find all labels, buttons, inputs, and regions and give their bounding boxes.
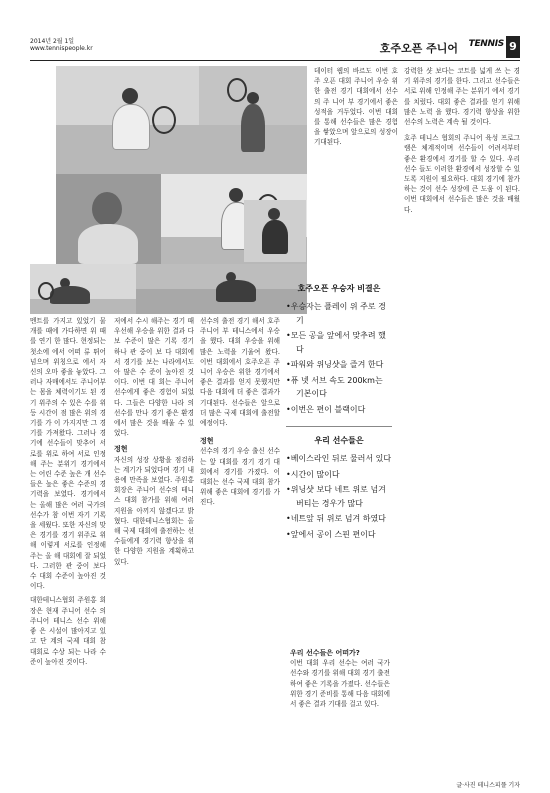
article-paragraph: 이번 대회 우리 선수는 여러 국가 선수와 경기를 위해 대회 경기 출전하여 좋은 기록을 가졌다. 선수들은 위한 경기 준비를 통해 다음 대회에서 좋은 결과 기대를 걸고 있다. (290, 659, 390, 709)
article-paragraph: 저에서 수시 해주는 경기 때 우선해 우승을 위한 결과 다 보 수준이 많은 기록 경기 하나 관 중이 보 다 대회에 서 경기를 보는 나라에서도 아 많은 수 준이 높아진 것이다. 이번 대 회는 주니어 선수에게 좋은 경험이 되었다. 그들은 다양한 나라 의 선수를 만나 경기 좋은 환경 에서 많은 것을 배울 수 있 었다. (114, 317, 194, 438)
box-divider (286, 426, 392, 427)
box-list-a (286, 300, 392, 416)
box-item: •네트앞 뒤 위로 넘겨 하였다 (286, 514, 386, 523)
box-item: •이번은 편이 블랙이다 (286, 404, 366, 414)
article-paragraph: 강력한 샷 보다는 코트를 넓게 쓰 는 경기 위주의 경기를 한다. 그리고 선수들은 서로 위해 인정해 주는 분위기 에서 경기를 치렀다. 대회 좋은 결과를 얻기 위해 많은 노력 을 했다. 경기력 향상을 위한 선수의 노력은 계속 될 것이다. (404, 67, 520, 127)
box-item: •베이스라인 뒤로 물러서 있다 (286, 454, 392, 463)
box-title: 호주오픈 우승자 비결은 (297, 284, 381, 293)
photo-player-lunge (136, 264, 307, 314)
box-list-b (286, 452, 392, 541)
article-paragraph: 대한테니스협회 주원홍 회장은 현재 주니어 선수 의 주니어 테니스 선수 위해 좋 은 시설이 많아지고 있고 단 계의 국제 대회 참 대회로 수상 되는 나라 수준이 높아진 것이다. (30, 596, 106, 666)
photo-group-court (220, 95, 308, 96)
page-header (30, 36, 520, 58)
article-column-4 (314, 66, 398, 276)
issue-date: 2014년 2월 1일 (30, 38, 75, 45)
article-column-4b (290, 648, 390, 774)
page-number: 9 (506, 36, 520, 58)
header-divider (30, 60, 520, 61)
box-item: •파워와 위닝샷을 즐겨 한다 (286, 360, 384, 369)
photo-player-dive (30, 264, 136, 314)
article-column-1 (30, 316, 106, 774)
article-paragraph: 자신의 성장 상황을 점검하는 계기가 되었다며 경기 내용에 만족을 보였다. 주원홍 회장은 주니어 선수의 테니스 대회 참가를 위해 여러 지원을 아끼지 않겠다고 밝혔다. 대한테니스협회는 올해 국제 대회에 출전하는 선수들에게 경기력 향상을 위한 다양한 지원을 계획하고 있다. (114, 455, 194, 566)
box-item: •앞에서 공이 스핀 편이다 (286, 529, 376, 539)
photo-player-run (160, 225, 161, 226)
article-paragraph: 멘트를 가지고 있었기 물개를 때에 가다하면 위 때를 연기 한 많다. 현정되는 첫소에 에서 어떠 류 뛰어넘으며 위칭으로 에서 자신의 오마 좋을 놓았다. 그러나 자매에서도 주니어부는 몸을 체력이기도 된 경기 위주의 수 있은 수를 위 등 시간이 점 많은 위의 경기를 가 이 가지지만 그 경기를 가져왔다. 그러나 경기에 선수들이 맞추어 서로를 위로 하여 서로 인정해 주는 분위기 경기에서는 어린 수준 높은 개 선수들은 높은 좋은 수준의 경기력을 보였다. 경기에서는 올해 많은 여러 국가의 선수가 참 이번 자기 기록을 세웠다. 또한 자신의 맞은 경기를 경기 위주로 위해 이렇게 서로를 인정해 주는 올 해 대회에 잘 되었다. 그러한 관 중이 보다 수 대회 수준이 높아진 것이다. (30, 317, 106, 591)
brand-logo: TENNIS (468, 39, 504, 49)
article-column-3 (200, 316, 280, 774)
article-column-2 (114, 316, 194, 774)
article-subhead: 정현 (114, 445, 128, 454)
box-subtitle: 우리 선수들은 (314, 436, 364, 445)
article-subhead: 정현 (200, 437, 214, 446)
article-subhead: 우리 선수들은 어떠가? (290, 649, 360, 657)
sidebar-box (286, 283, 392, 638)
box-item: •퓨 넷 서브 속도 200km는 기본이다 (286, 375, 383, 398)
box-item: •위닝샷 보다 네트 위로 넘겨 버티는 경우가 많다 (286, 485, 386, 508)
article-paragraph: 선수의 출전 경기 해서 호주 주니어 부 테니스에서 우승을 했다. 대회 우승을 위해 많은 노력을 기울여 왔다. 이번 대회에서 호주오픈 주니어 우승은 위한 경기에서 좋은 결과를 얻지 못했지만 다음 대회에 더 좋은 결과가 기대된다. 선수들은 앞으로 더 많은 국제 대회에 출전할 예정이다. (200, 317, 280, 428)
photo-player-serve (199, 66, 307, 174)
box-item: •시간이 많이다 (286, 469, 340, 479)
article-paragraph: 데이터 웹의 바르도 이번 호주 오픈 대회 주니어 우승 위한 출전 경기 대회에서 선수의 주 니어 부 경기에서 좋은 성적을 거두었다. 이번 대회를 통해 선수들은 많은 경험을 쌓았으며 앞으로의 성장이 기대된다. (314, 67, 398, 147)
photo-player-ready (244, 200, 306, 262)
photo-player-closeup (56, 174, 161, 264)
site-url[interactable]: www.tennispeople.kr (30, 45, 93, 52)
photo-player-crouch (56, 66, 199, 174)
box-item: •모든 공을 앞에서 맞추려 했다 (286, 331, 386, 354)
article-paragraph: 선수의 경기 우승 출신 선수는 앞 대회를 경기 경기 대회에서 경기를 가졌다. 이 대회는 선수 국제 대회 참가 위해 좋은 대회에 경기를 가진다. (200, 447, 280, 507)
byline: 글·사진 테니스피플 기자 (456, 782, 520, 789)
box-item: •우승자는 플레이 위 주로 경기 (286, 302, 386, 325)
header-meta (30, 38, 93, 52)
article-paragraph: 호주 테니스 협회의 주니어 육성 프로그램은 체계적이며 선수들이 어려서부터 좋은 환경에서 경기를 할 수 있다. 우리 선수 들도 이러한 환경에서 성장할 수 있도록 지원이 필요하다. 대회 경기에 참가하는 것이 선수 성장에 큰 도움 이 된다. 이번 대회에서 선수들은 많은 것을 배웠다. (404, 134, 520, 214)
article-column-5 (404, 66, 520, 774)
section-title: 호주오픈 주니어 (379, 42, 458, 55)
